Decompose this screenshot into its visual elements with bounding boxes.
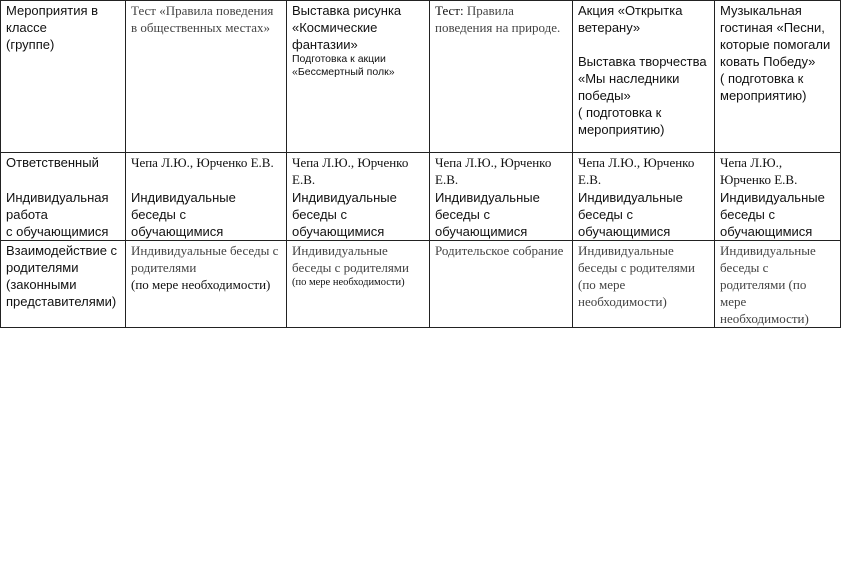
parents-cell-5	[715, 241, 841, 328]
parents-cell-3	[430, 241, 573, 328]
individual-value: Индивидуальные беседы с обучающимися	[292, 190, 397, 239]
parents-label: Взаимодействие с родителями (законными представителями)	[6, 243, 118, 309]
responsible-cell-2	[287, 153, 430, 189]
events-cell-1	[126, 1, 287, 153]
event-drawing-exhibition: Выставка рисунка «Космические фантазии»	[292, 3, 402, 52]
parents-value: Индивидуальные беседы с родителями (по мере необходимости)	[578, 243, 695, 309]
spacer	[578, 36, 709, 53]
events-cell-2	[287, 1, 430, 153]
individual-label-cell	[1, 188, 126, 241]
event-test-public-places: Тест «Правила поведения в общественных местах»	[131, 3, 274, 35]
responsible-value: Чепа Л.Ю., Юрченко Е.В.	[578, 155, 695, 187]
individual-label: Индивидуальная работа с обучающимися	[6, 190, 109, 239]
parents-value: Индивидуальные беседы с родителями	[292, 243, 409, 275]
parents-value-note: (по мере необходимости)	[131, 277, 271, 292]
individual-value: Индивидуальные беседы с обучающимися	[720, 190, 825, 239]
event-music-lounge: Музыкальная гостиная «Песни, которые помогали ковать Победу» ( подготовка к мероприятию)	[720, 3, 831, 103]
parents-value-note: (по мере необходимости)	[292, 277, 405, 288]
responsible-cell-4	[573, 153, 715, 189]
individual-work-row	[1, 188, 841, 241]
parents-meeting: Родительское собрание	[435, 243, 564, 258]
responsible-label: Ответственный	[6, 155, 99, 170]
parents-cell-1	[126, 241, 287, 328]
parents-row	[1, 241, 841, 328]
event-heirs-of-victory: Выставка творчества «Мы наследники победы» ( подготовка к мероприятию)	[578, 54, 707, 137]
responsible-value: Чепа Л.Ю., Юрченко Е.В.	[292, 155, 409, 187]
event-veteran-card: Акция «Открытка ветерану»	[578, 3, 683, 35]
responsible-value: Чепа Л.Ю., Юрченко Е.В.	[435, 155, 552, 187]
responsible-value: Чепа Л.Ю., Юрченко Е.В.	[131, 155, 274, 170]
individual-cell-4	[573, 188, 715, 241]
responsible-label-cell	[1, 153, 126, 189]
responsible-cell-5	[715, 153, 841, 189]
individual-cell-3	[430, 188, 573, 241]
parents-cell-4	[573, 241, 715, 328]
parents-value: Индивидуальные беседы с родителями	[131, 243, 279, 275]
parents-label-cell	[1, 241, 126, 328]
individual-cell-1	[126, 188, 287, 241]
individual-value: Индивидуальные беседы с обучающимися	[578, 190, 683, 239]
responsible-cell-1	[126, 153, 287, 189]
event-immortal-regiment-prep: Подготовка к акции «Бессмертный полк»	[292, 53, 395, 78]
events-row	[1, 1, 841, 153]
responsible-value: Чепа Л.Ю., Юрченко Е.В.	[720, 155, 798, 187]
events-label-cell	[1, 1, 126, 153]
event-nature-test-prefix: Тест:	[435, 3, 464, 18]
individual-value: Индивидуальные беседы с обучающимися	[435, 190, 540, 239]
parents-value: Индивидуальные беседы с родителями (по мере необходимости)	[720, 243, 816, 326]
events-cell-3	[430, 1, 573, 153]
events-cell-5	[715, 1, 841, 153]
individual-cell-5	[715, 188, 841, 241]
event-nature-test-text: Правила поведения на природе.	[435, 3, 561, 35]
individual-value: Индивидуальные беседы с обучающимися	[131, 190, 236, 239]
individual-cell-2	[287, 188, 430, 241]
parents-cell-2	[287, 241, 430, 328]
responsible-cell-3	[430, 153, 573, 189]
events-cell-4	[573, 1, 715, 153]
events-label: Мероприятия в классе (группе)	[6, 3, 99, 52]
responsible-row	[1, 153, 841, 189]
